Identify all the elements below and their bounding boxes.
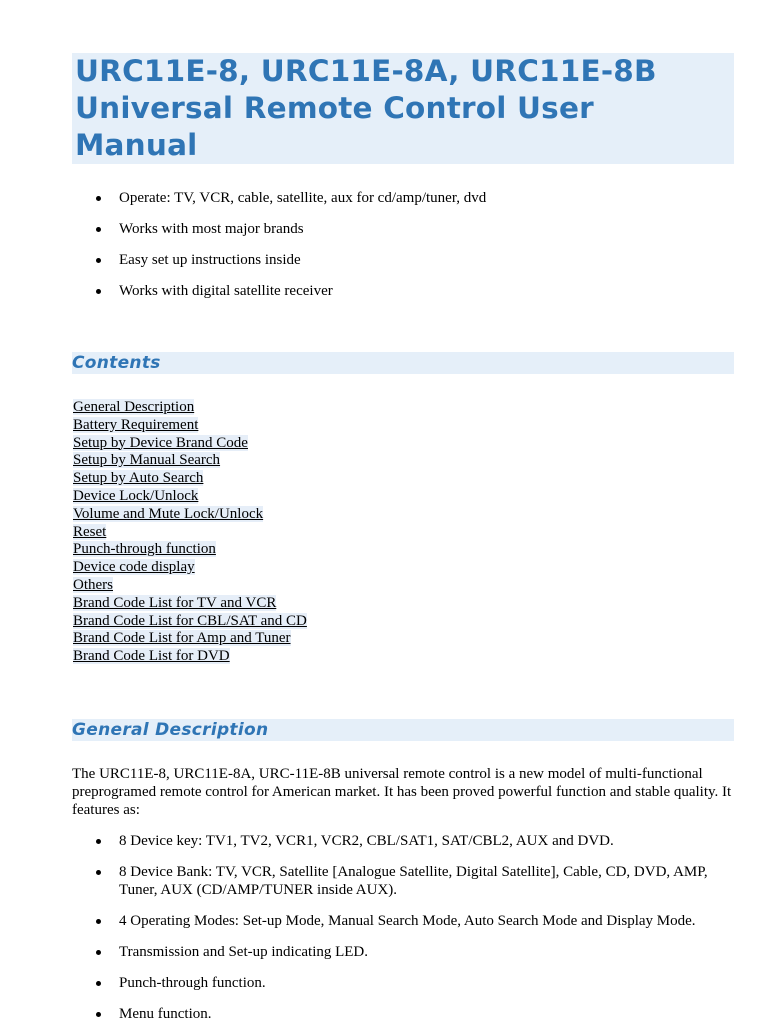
toc-link-brand-dvd[interactable]: Brand Code List for DVD: [73, 648, 230, 665]
toc-item: [73, 399, 307, 417]
contents-heading: Contents: [72, 352, 734, 374]
intro-bullet-item: Works with most major brands: [72, 220, 486, 238]
toc-link-punch-through[interactable]: Punch-through function: [73, 541, 216, 558]
toc-link-brand-tv-vcr[interactable]: Brand Code List for TV and VCR: [73, 594, 277, 611]
toc-item: [73, 541, 307, 559]
intro-bullet-item: Operate: TV, VCR, cable, satellite, aux for cd/amp/tuner, dvd: [72, 189, 486, 207]
table-of-contents: [73, 399, 307, 666]
toc-item: [73, 613, 307, 631]
toc-item: [73, 577, 307, 595]
toc-item: [73, 435, 307, 453]
features-bullet-list: [72, 832, 734, 1036]
toc-item: [73, 630, 307, 648]
toc-link-device-code-display[interactable]: Device code display: [73, 559, 195, 576]
feature-item: 8 Device Bank: TV, VCR, Satellite [Analogue Satellite, Digital Satellite], Cable, CD, DVD, AMP, Tuner, AUX (CD/AMP/TUNER inside AUX).: [72, 863, 734, 899]
intro-bullet-item: Easy set up instructions inside: [72, 251, 486, 269]
toc-link-battery-requirement[interactable]: Battery Requirement: [73, 416, 199, 433]
feature-item: 8 Device key: TV1, TV2, VCR1, VCR2, CBL/SAT1, SAT/CBL2, AUX and DVD.: [72, 832, 734, 850]
toc-link-brand-cbl-sat-cd[interactable]: Brand Code List for CBL/SAT and CD: [73, 612, 307, 629]
document-title: [75, 53, 734, 164]
toc-link-others[interactable]: Others: [73, 576, 113, 593]
intro-bullet-list: [72, 189, 486, 313]
feature-item: Punch-through function.: [72, 974, 734, 992]
toc-item: [73, 524, 307, 542]
feature-item: Menu function.: [72, 1005, 734, 1023]
toc-item: [73, 595, 307, 613]
intro-bullet-item: Works with digital satellite receiver: [72, 282, 486, 300]
general-description-paragraph: The URC11E-8, URC11E-8A, URC-11E-8B universal remote control is a new model of multi-functional preprogramed remote control for American market. It has been proved powerful function and stable quality. It features as:: [72, 766, 732, 818]
toc-item: [73, 506, 307, 524]
toc-link-reset[interactable]: Reset: [73, 523, 107, 540]
toc-item: [73, 488, 307, 506]
toc-item: [73, 470, 307, 488]
toc-link-setup-auto-search[interactable]: Setup by Auto Search: [73, 470, 204, 487]
title-line-2: Universal Remote Control User: [75, 91, 594, 125]
toc-link-general-description[interactable]: General Description: [73, 399, 195, 415]
toc-link-setup-manual-search[interactable]: Setup by Manual Search: [73, 452, 221, 469]
document-title-block: [72, 53, 734, 164]
feature-item: Transmission and Set-up indicating LED.: [72, 943, 734, 961]
toc-item: [73, 417, 307, 435]
general-description-heading: General Description: [72, 719, 734, 741]
toc-item: [73, 648, 307, 666]
toc-item: [73, 452, 307, 470]
toc-link-volume-mute-lock[interactable]: Volume and Mute Lock/Unlock: [73, 505, 264, 522]
toc-link-setup-brand-code[interactable]: Setup by Device Brand Code: [73, 434, 248, 451]
toc-link-brand-amp-tuner[interactable]: Brand Code List for Amp and Tuner: [73, 630, 291, 647]
toc-item: [73, 559, 307, 577]
title-line-3: Manual: [75, 128, 198, 162]
title-line-1: URC11E-8, URC11E-8A, URC11E-8B: [75, 54, 657, 88]
feature-item: 4 Operating Modes: Set-up Mode, Manual Search Mode, Auto Search Mode and Display Mode.: [72, 912, 734, 930]
toc-link-device-lock[interactable]: Device Lock/Unlock: [73, 487, 199, 504]
